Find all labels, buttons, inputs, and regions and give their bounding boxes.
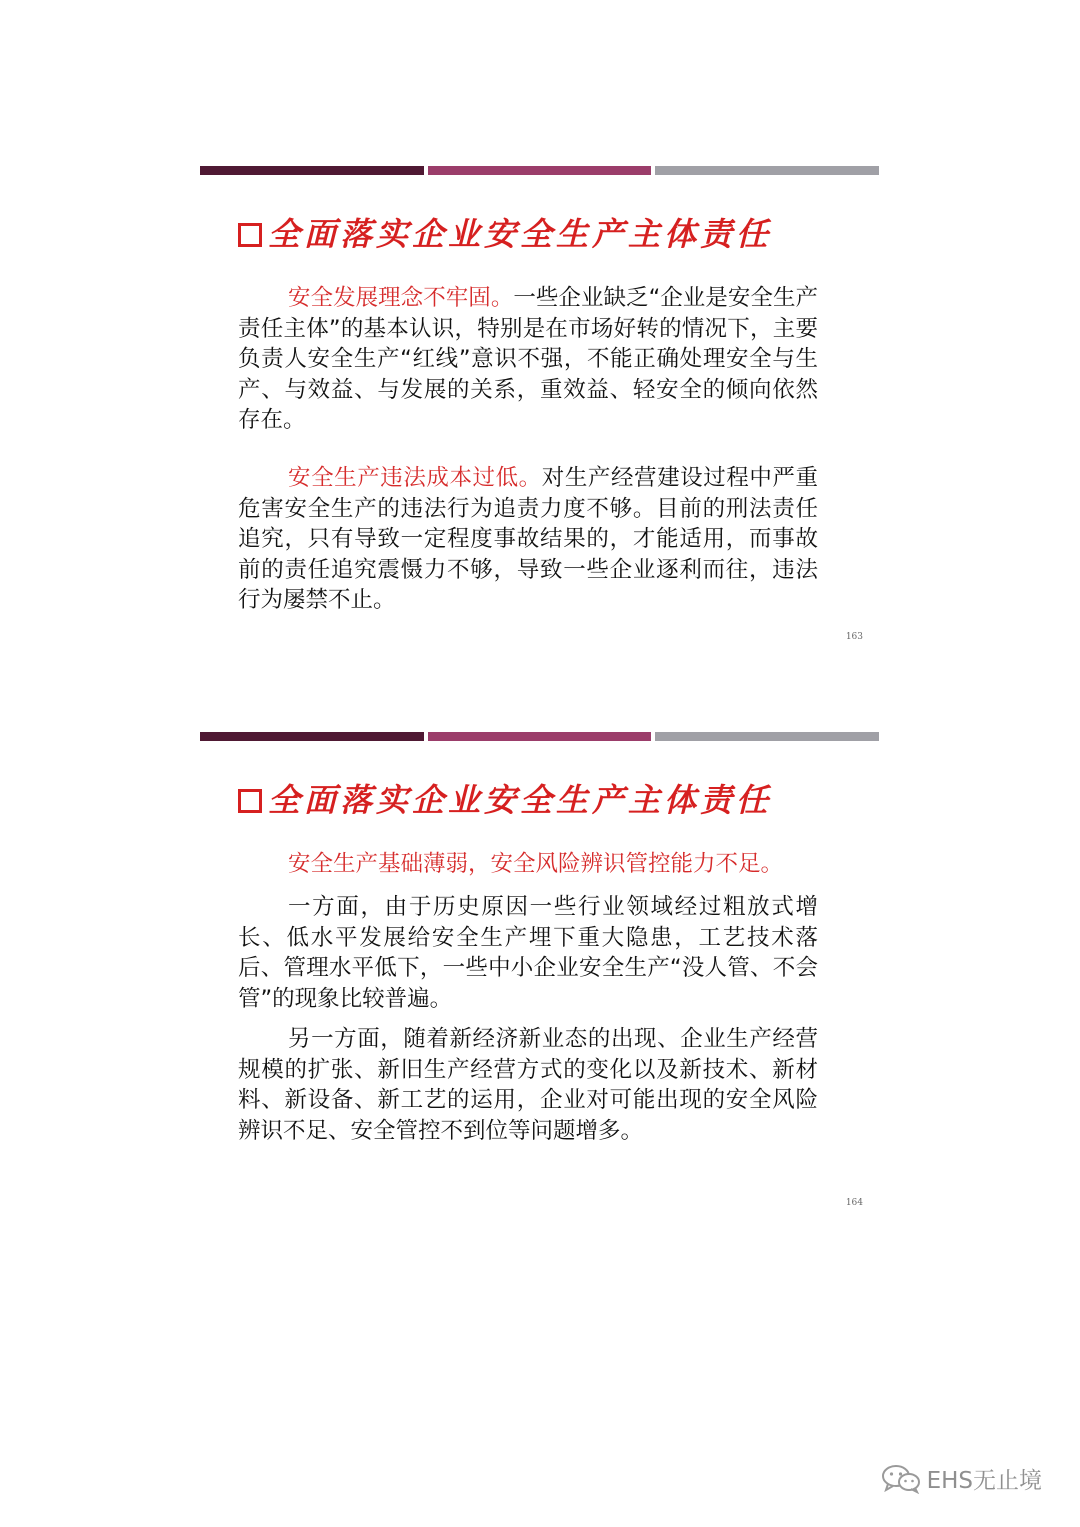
watermark [881,1462,1042,1495]
decorative-bars [200,166,879,175]
watermark-text: EHS无止境 [926,1468,1042,1494]
page-number: 163 [845,632,863,642]
slide-title [238,780,772,820]
wechat-icon [881,1464,921,1494]
bar-right [655,732,879,741]
slide-164 [200,732,879,1222]
checkbox-icon [238,789,262,813]
paragraph: 另一方面，随着新经济新业态的出现、企业生产经营规模的扩张、新旧生产经营方式的变化以及新技术、新材料、新设备、新工艺的运用，企业对可能出现的安全风险辨识不足、安全管控不到位等问题增多。 [238,1026,818,1144]
paragraph [238,283,818,436]
bar-right [655,166,879,175]
section-heading: 安全生产基础薄弱，安全风险辨识管控能力不足。 [288,851,784,877]
slide-title-text: 全面落实企业安全生产主体责任 [268,781,773,819]
paragraph-text: 一些企业缺乏“企业是安全生产责任主体”的基本认识，特别是在市场好转的情况下，主要负责人安全生产“红线”意识不强，不能正确处理安全与生产、与效益、与发展的关系，重效益、轻安全的倾向依然存在。 [238,285,818,433]
paragraph [238,463,818,616]
slide-title [238,214,772,254]
paragraph-text: 对生产经营建设过程中严重危害安全生产的违法行为追责力度不够。目前的刑法责任追究，只有导致一定程度事故结果的，才能适用，而事故前的责任追究震慑力不够，导致一些企业逐利而往，违法行为屡禁不止。 [238,465,818,613]
decorative-bars [200,732,879,741]
paragraph-highlight: 安全发展理念不牢固。 [288,285,514,311]
bar-middle [428,166,652,175]
paragraph-highlight: 安全生产违法成本过低。 [288,465,542,491]
page-number: 164 [845,1198,863,1208]
paragraph: 一方面，由于历史原因一些行业领域经过粗放式增长、低水平发展给安全生产埋下重大隐患，工艺技术落后、管理水平低下，一些中小企业安全生产“没人管、不会管”的现象比较普遍。 [238,894,818,1012]
bar-left [200,732,424,741]
bar-left [200,166,424,175]
checkbox-icon [238,223,262,247]
bar-middle [428,732,652,741]
slide-163 [200,166,879,656]
slide-title-text: 全面落实企业安全生产主体责任 [268,215,773,253]
